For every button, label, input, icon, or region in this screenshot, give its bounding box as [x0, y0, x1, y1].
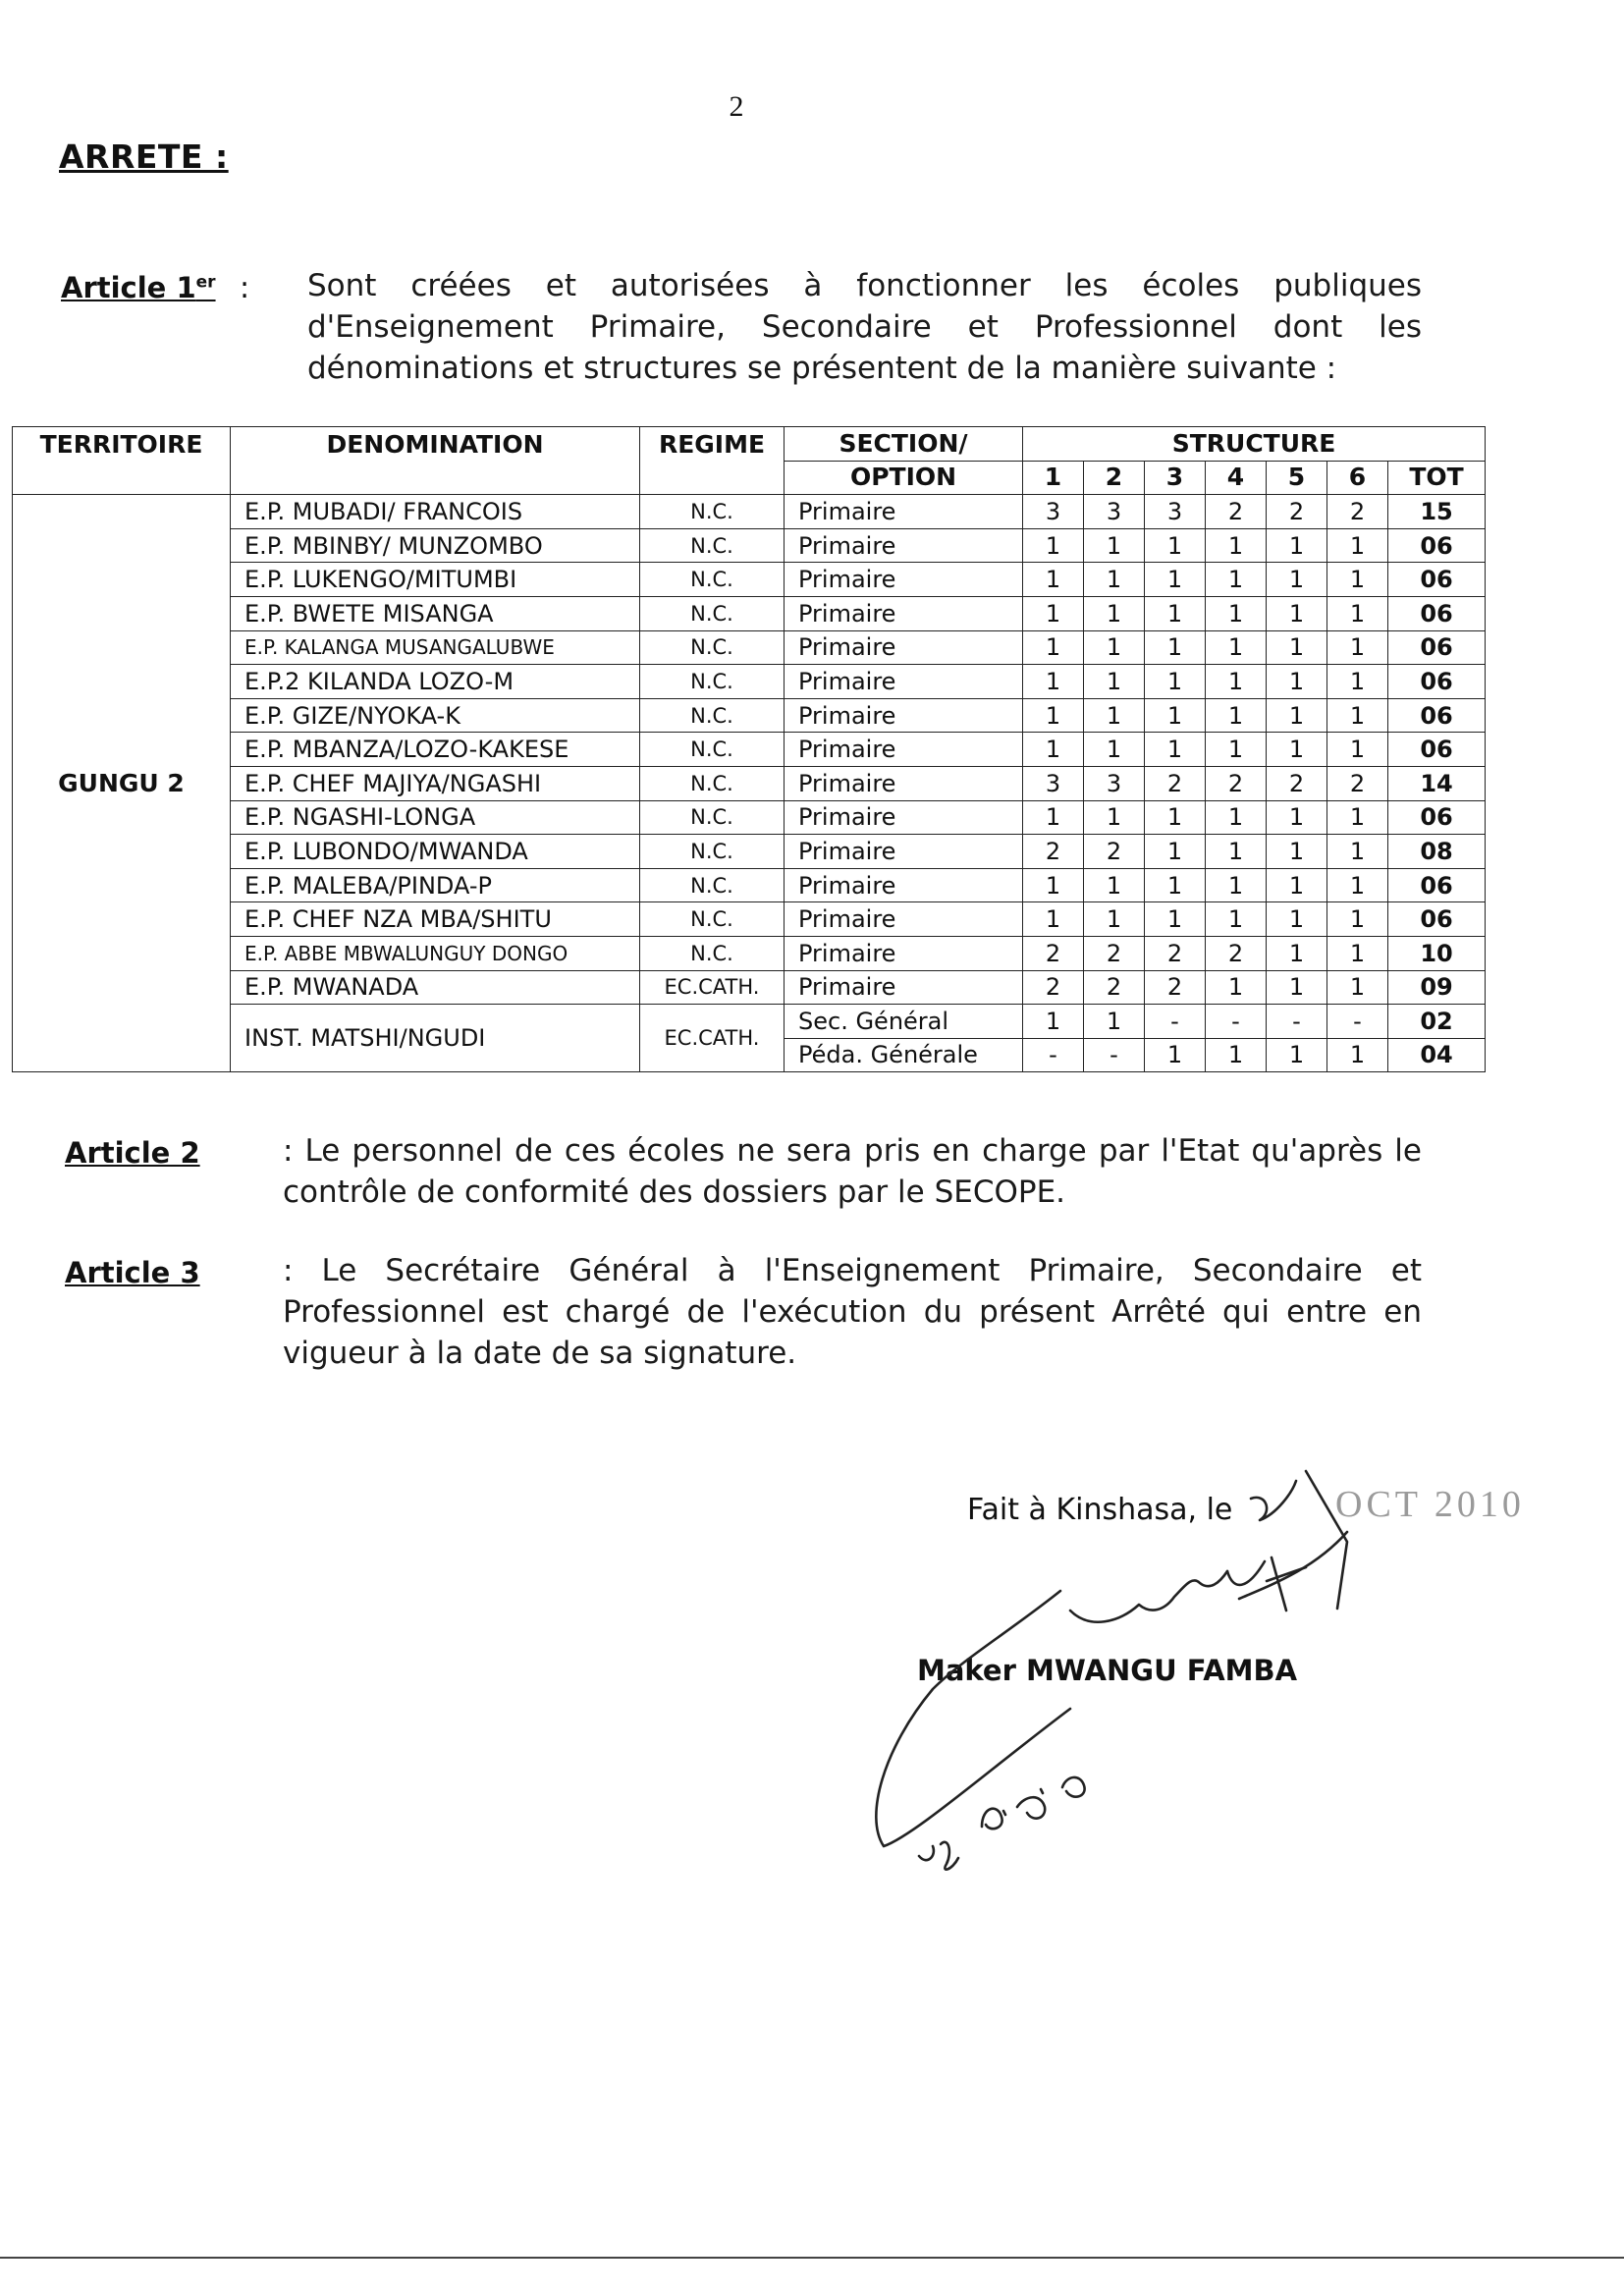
school-name: E.P. MALEBA/PINDA-P — [231, 868, 640, 902]
structure-level-3: 1 — [1145, 596, 1206, 630]
structure-level-6: 1 — [1327, 868, 1388, 902]
structure-level-3: 1 — [1145, 698, 1206, 733]
school-name: E.P. LUKENGO/MITUMBI — [231, 563, 640, 597]
structure-total: 06 — [1388, 902, 1486, 937]
structure-total: 02 — [1388, 1005, 1486, 1039]
school-section: Primaire — [785, 495, 1023, 529]
structure-level-1: 1 — [1023, 868, 1084, 902]
structure-level-5: 1 — [1267, 563, 1327, 597]
school-name: E.P. GIZE/NYOKA-K — [231, 698, 640, 733]
school-name: E.P.2 KILANDA LOZO-M — [231, 665, 640, 699]
school-section: Primaire — [785, 528, 1023, 563]
structure-level-5: 1 — [1267, 698, 1327, 733]
structure-level-4: 1 — [1206, 970, 1267, 1005]
structure-level-2: 1 — [1084, 630, 1145, 665]
structure-level-2: 1 — [1084, 563, 1145, 597]
structure-level-3: 1 — [1145, 563, 1206, 597]
structure-level-2: 2 — [1084, 936, 1145, 970]
structure-total: 06 — [1388, 563, 1486, 597]
article-1-label-sup: er — [195, 272, 216, 293]
structure-level-2: 1 — [1084, 596, 1145, 630]
structure-level-5: 1 — [1267, 868, 1327, 902]
structure-level-1: 2 — [1023, 936, 1084, 970]
structure-level-4: 1 — [1206, 630, 1267, 665]
structure-level-3: 1 — [1145, 835, 1206, 869]
structure-level-1: 2 — [1023, 835, 1084, 869]
article-2-text: : Le personnel de ces écoles ne sera pris en charge par l'Etat qu'après le contrôle de conformité des dossiers par le SECOPE. — [283, 1133, 1422, 1210]
structure-level-5: - — [1267, 1005, 1327, 1039]
article-1-colon: : — [240, 271, 250, 305]
structure-level-5: 1 — [1267, 936, 1327, 970]
structure-level-4: 1 — [1206, 563, 1267, 597]
school-section: Primaire — [785, 902, 1023, 937]
structure-level-3: 1 — [1145, 800, 1206, 835]
school-regime: N.C. — [640, 630, 785, 665]
structure-level-2: 1 — [1084, 528, 1145, 563]
article-1-label-main: Article 1 — [61, 271, 196, 304]
school-regime: N.C. — [640, 563, 785, 597]
structure-level-5: 1 — [1267, 528, 1327, 563]
school-regime: N.C. — [640, 665, 785, 699]
school-regime: N.C. — [640, 835, 785, 869]
structure-level-4: 1 — [1206, 868, 1267, 902]
structure-level-6: 1 — [1327, 902, 1388, 937]
structure-level-6: 1 — [1327, 936, 1388, 970]
structure-total: 08 — [1388, 835, 1486, 869]
school-regime: N.C. — [640, 698, 785, 733]
structure-level-6: 1 — [1327, 1038, 1388, 1072]
structure-level-1: 1 — [1023, 563, 1084, 597]
school-section: Primaire — [785, 698, 1023, 733]
structure-level-6: 2 — [1327, 495, 1388, 529]
structure-level-1: 1 — [1023, 698, 1084, 733]
article-1-text: Sont créées et autorisées à fonctionner les écoles publiques d'Enseignement Primaire, Secondaire et Professionnel dont les dénominations et structures se présentent de la manière suivante : — [307, 268, 1422, 386]
header-structure: STRUCTURE — [1023, 427, 1486, 462]
school-name: E.P. ABBE MBWALUNGUY DONGO — [231, 936, 640, 970]
structure-level-3: 1 — [1145, 665, 1206, 699]
structure-level-5: 2 — [1267, 766, 1327, 800]
place-date: Fait à Kinshasa, le — [967, 1493, 1233, 1527]
structure-level-6: 2 — [1327, 766, 1388, 800]
school-regime: N.C. — [640, 868, 785, 902]
structure-level-4: 1 — [1206, 528, 1267, 563]
structure-level-1: 1 — [1023, 665, 1084, 699]
structure-level-6: 1 — [1327, 970, 1388, 1005]
school-section: Primaire — [785, 630, 1023, 665]
header-territoire: TERRITOIRE — [13, 427, 231, 495]
structure-level-2: 1 — [1084, 733, 1145, 767]
structure-level-1: 1 — [1023, 800, 1084, 835]
structure-level-5: 1 — [1267, 1038, 1327, 1072]
structure-level-2: 2 — [1084, 970, 1145, 1005]
school-name: E.P. MBANZA/LOZO-KAKESE — [231, 733, 640, 767]
school-regime: N.C. — [640, 936, 785, 970]
structure-level-5: 1 — [1267, 733, 1327, 767]
structure-level-4: 1 — [1206, 835, 1267, 869]
structure-level-2: - — [1084, 1038, 1145, 1072]
structure-level-3: 3 — [1145, 495, 1206, 529]
school-name: E.P. MUBADI/ FRANCOIS — [231, 495, 640, 529]
structure-total: 06 — [1388, 528, 1486, 563]
school-name: INST. MATSHI/NGUDI — [231, 1005, 640, 1072]
school-section: Primaire — [785, 868, 1023, 902]
structure-level-3: - — [1145, 1005, 1206, 1039]
header-section: SECTION/ — [785, 427, 1023, 462]
structure-level-6: 1 — [1327, 698, 1388, 733]
header-option: OPTION — [785, 461, 1023, 495]
structure-level-5: 1 — [1267, 596, 1327, 630]
structure-level-5: 1 — [1267, 970, 1327, 1005]
structure-level-3: 1 — [1145, 733, 1206, 767]
school-section: Primaire — [785, 800, 1023, 835]
structure-level-4: 1 — [1206, 800, 1267, 835]
header-level-2: 2 — [1084, 461, 1145, 495]
decree-heading: ARRETE : — [59, 137, 229, 176]
school-section: Primaire — [785, 835, 1023, 869]
structure-level-4: - — [1206, 1005, 1267, 1039]
structure-level-4: 1 — [1206, 698, 1267, 733]
structure-total: 06 — [1388, 596, 1486, 630]
structure-level-6: 1 — [1327, 630, 1388, 665]
structure-level-2: 1 — [1084, 1005, 1145, 1039]
article-3-label: Article 3 — [65, 1256, 200, 1289]
school-name: E.P. CHEF MAJIYA/NGASHI — [231, 766, 640, 800]
school-name: E.P. NGASHI-LONGA — [231, 800, 640, 835]
structure-level-1: 2 — [1023, 970, 1084, 1005]
school-section: Sec. Général — [785, 1005, 1023, 1039]
school-section: Péda. Générale — [785, 1038, 1023, 1072]
header-tot: TOT — [1388, 461, 1486, 495]
structure-level-2: 1 — [1084, 800, 1145, 835]
school-regime: N.C. — [640, 902, 785, 937]
school-regime: N.C. — [640, 495, 785, 529]
structure-level-2: 2 — [1084, 835, 1145, 869]
structure-level-6: 1 — [1327, 800, 1388, 835]
structure-total: 06 — [1388, 665, 1486, 699]
school-name: E.P. KALANGA MUSANGALUBWE — [231, 630, 640, 665]
bottom-rule — [0, 2257, 1624, 2259]
structure-level-1: 1 — [1023, 1005, 1084, 1039]
header-denomination: DENOMINATION — [231, 427, 640, 495]
structure-level-6: - — [1327, 1005, 1388, 1039]
structure-total: 04 — [1388, 1038, 1486, 1072]
structure-level-3: 1 — [1145, 630, 1206, 665]
date-stamp: OCT 2010 — [1335, 1484, 1525, 1525]
school-regime: N.C. — [640, 528, 785, 563]
structure-level-6: 1 — [1327, 563, 1388, 597]
structure-level-1: 3 — [1023, 766, 1084, 800]
structure-level-5: 1 — [1267, 800, 1327, 835]
structure-total: 10 — [1388, 936, 1486, 970]
structure-level-4: 2 — [1206, 495, 1267, 529]
school-regime: N.C. — [640, 733, 785, 767]
school-name: E.P. BWETE MISANGA — [231, 596, 640, 630]
header-level-5: 5 — [1267, 461, 1327, 495]
structure-level-4: 1 — [1206, 596, 1267, 630]
structure-level-5: 2 — [1267, 495, 1327, 529]
structure-level-3: 1 — [1145, 868, 1206, 902]
school-name: E.P. MWANADA — [231, 970, 640, 1005]
structure-level-3: 2 — [1145, 766, 1206, 800]
structure-total: 06 — [1388, 698, 1486, 733]
structure-level-2: 3 — [1084, 495, 1145, 529]
header-level-1: 1 — [1023, 461, 1084, 495]
structure-level-1: 3 — [1023, 495, 1084, 529]
structure-level-1: - — [1023, 1038, 1084, 1072]
structure-level-4: 1 — [1206, 902, 1267, 937]
school-regime: N.C. — [640, 800, 785, 835]
structure-level-5: 1 — [1267, 902, 1327, 937]
structure-level-3: 2 — [1145, 970, 1206, 1005]
page-number: 2 — [729, 90, 744, 123]
structure-level-1: 1 — [1023, 596, 1084, 630]
school-regime: EC.CATH. — [640, 1005, 785, 1072]
school-section: Primaire — [785, 733, 1023, 767]
structure-total: 06 — [1388, 630, 1486, 665]
header-level-6: 6 — [1327, 461, 1388, 495]
structure-level-2: 1 — [1084, 698, 1145, 733]
structure-level-3: 1 — [1145, 902, 1206, 937]
structure-level-1: 1 — [1023, 528, 1084, 563]
header-level-3: 3 — [1145, 461, 1206, 495]
structure-level-6: 1 — [1327, 528, 1388, 563]
school-name: E.P. CHEF NZA MBA/SHITU — [231, 902, 640, 937]
header-level-4: 4 — [1206, 461, 1267, 495]
structure-level-2: 3 — [1084, 766, 1145, 800]
structure-level-2: 1 — [1084, 902, 1145, 937]
signatory-name: Maker MWANGU FAMBA — [917, 1654, 1298, 1687]
header-regime: REGIME — [640, 427, 785, 495]
structure-level-1: 1 — [1023, 902, 1084, 937]
structure-level-2: 1 — [1084, 665, 1145, 699]
article-2-label: Article 2 — [65, 1136, 200, 1170]
structure-level-5: 1 — [1267, 835, 1327, 869]
school-section: Primaire — [785, 563, 1023, 597]
structure-level-4: 1 — [1206, 665, 1267, 699]
school-regime: N.C. — [640, 596, 785, 630]
structure-level-6: 1 — [1327, 665, 1388, 699]
structure-level-3: 1 — [1145, 528, 1206, 563]
structure-level-5: 1 — [1267, 665, 1327, 699]
territory-cell: GUNGU 2 — [13, 495, 231, 1072]
structure-level-4: 1 — [1206, 1038, 1267, 1072]
structure-level-4: 2 — [1206, 766, 1267, 800]
school-section: Primaire — [785, 936, 1023, 970]
structure-level-1: 1 — [1023, 733, 1084, 767]
structure-total: 14 — [1388, 766, 1486, 800]
school-regime: N.C. — [640, 766, 785, 800]
structure-total: 09 — [1388, 970, 1486, 1005]
school-section: Primaire — [785, 665, 1023, 699]
structure-level-3: 2 — [1145, 936, 1206, 970]
structure-total: 06 — [1388, 800, 1486, 835]
structure-level-5: 1 — [1267, 630, 1327, 665]
structure-level-3: 1 — [1145, 1038, 1206, 1072]
school-section: Primaire — [785, 766, 1023, 800]
school-section: Primaire — [785, 970, 1023, 1005]
structure-total: 06 — [1388, 733, 1486, 767]
structure-level-2: 1 — [1084, 868, 1145, 902]
school-section: Primaire — [785, 596, 1023, 630]
school-name: E.P. LUBONDO/MWANDA — [231, 835, 640, 869]
structure-level-6: 1 — [1327, 596, 1388, 630]
school-name: E.P. MBINBY/ MUNZOMBO — [231, 528, 640, 563]
structure-level-1: 1 — [1023, 630, 1084, 665]
structure-level-6: 1 — [1327, 835, 1388, 869]
structure-level-4: 1 — [1206, 733, 1267, 767]
structure-total: 06 — [1388, 868, 1486, 902]
school-regime: EC.CATH. — [640, 970, 785, 1005]
structure-level-4: 2 — [1206, 936, 1267, 970]
structure-total: 15 — [1388, 495, 1486, 529]
article-3-text: : Le Secrétaire Général à l'Enseignement Primaire, Secondaire et Professionnel est chargé de l'exécution du présent Arrêté qui entre en vigueur à la date de sa signature. — [283, 1253, 1422, 1371]
structure-level-6: 1 — [1327, 733, 1388, 767]
